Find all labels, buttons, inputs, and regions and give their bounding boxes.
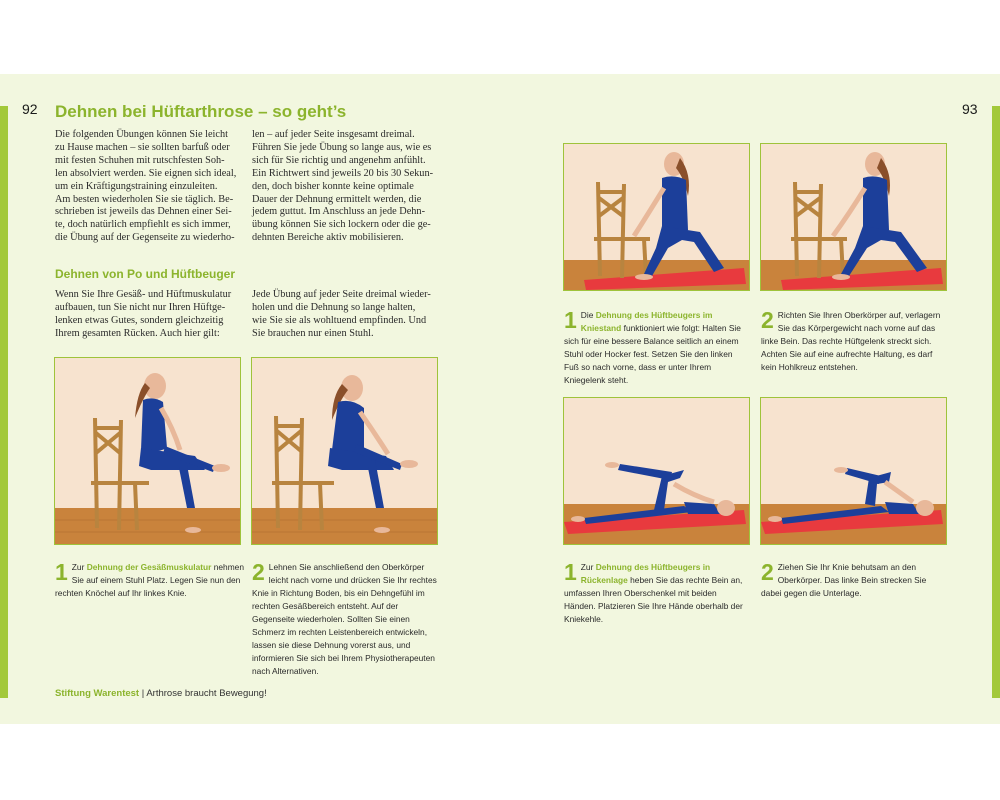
- step-number: 1: [55, 559, 68, 585]
- sub-column-1: Wenn Sie Ihre Gesäß- und Hüftmuskulatur aufbauen, tun Sie nicht nur Ihren Hüftge- lenken etwas Gutes, sondern gleichzeitig Ihrem gesamten Rücken. Auch hier gilt:: [55, 289, 232, 339]
- footer: [55, 688, 267, 699]
- caption-highlight: Dehnung des Hüftbeugers im Kniestand: [580, 310, 713, 333]
- photo-seated-stretch-1: [54, 357, 241, 545]
- footer-brand: Stiftung Warentest: [55, 688, 140, 699]
- caption-a2: 2 Lehnen Sie anschließend den Oberkörper leicht nach vorne und drücken Sie Ihr rechtes Knie in Richtung Boden, bis ein Dehngefühl im rechten Gesäßbereich entsteht. Auf der Gegenseite wiederholen. Sollten Sie einen Schmerz im rechten Leistenbereich entwickeln, lassen sie diese Dehnung vorerst aus, und informieren Sie sich bei Ihrem Physiotherapeuten nach Alternativen.: [252, 559, 437, 676]
- subheading: Dehnen von Po und Hüftbeuger: [55, 267, 235, 281]
- photo-supine-stretch-1: [563, 397, 750, 545]
- page-number-left: 92: [22, 101, 38, 117]
- sub-column-2: Jede Übung auf jeder Seite dreimal wieder- holen und die Dehnung so lange halten, wie Sie sie als wohltuend empfinden. Und Sie brauchen nur einen Stuhl.: [252, 289, 431, 339]
- intro-column-2: len – auf jeder Seite insgesamt dreimal. Führen Sie jede Übung so lange aus, wie es sich für Sie richtig und angenehm anfühlt. Ein Richtwert sind jeweils 20 bis 30 Sekun- den, doch bisher konnte keine optimale Dauer der Dehnung ermittelt werden, die jedem guttut. Im Anschluss an jede Dehn- übung können Sie sich lockern oder die ge- dehnten Bereiche aktiv mobilisieren.: [252, 129, 434, 244]
- page-edge-right: [992, 106, 1000, 698]
- step-number: 2: [761, 307, 774, 333]
- photo-seated-stretch-2: [251, 357, 438, 545]
- footer-separator: |: [139, 688, 147, 699]
- photo-kneeling-stretch-1: [563, 143, 750, 291]
- step-number: 1: [564, 307, 577, 333]
- step-number: 1: [564, 559, 577, 585]
- page-edge-left: [0, 106, 8, 698]
- step-number: 2: [252, 559, 265, 585]
- caption-highlight: Dehnung der Gesäßmuskulatur: [86, 562, 212, 572]
- page-title: Dehnen bei Hüftarthrose – so geht’s: [55, 102, 347, 121]
- caption-b2: 2 Richten Sie Ihren Oberkörper auf, verlagern Sie das Körpergewicht nach vorne auf das linke Bein. Das rechte Hüftgelenk streckt sich. Achten Sie auf eine aufrechte Haltung, es darf kein Hohlkreuz entstehen.: [761, 307, 941, 372]
- caption-c2: 2 Ziehen Sie Ihr Knie behutsam an den Oberkörper. Das linke Bein strecken Sie dabei gegen die Unterlage.: [761, 559, 927, 598]
- footer-text: Arthrose braucht Bewegung!: [146, 688, 267, 699]
- intro-column-1: Die folgenden Übungen können Sie leicht zu Hause machen – sie sollten barfuß oder mit festen Schuhen mit rutschfesten Soh- len absolviert werden. Sie eignen sich ideal, um ein Kräftigungstraining einzuleiten. Am besten wiederholen Sie sie täglich. Be- schrieben ist jeweils das Dehnen einer Sei- te, doch natürlich empfiehlt es sich immer, die Übung auf der Gegenseite zu wiederho-: [55, 129, 237, 244]
- caption-a1: 1 Zur Dehnung der Gesäßmuskulatur nehmen Sie auf einem Stuhl Platz. Legen Sie nun den rechten Knöchel auf Ihr linkes Knie.: [55, 559, 244, 598]
- step-number: 2: [761, 559, 774, 585]
- page-number-right: 93: [962, 101, 978, 117]
- caption-highlight: Dehnung des Hüftbeugers in Rückenlage: [580, 562, 711, 585]
- photo-kneeling-stretch-2: [760, 143, 947, 291]
- caption-b1: 1 Die Dehnung des Hüftbeugers im Kniestand funktioniert wie folgt: Halten Sie sich für eine bessere Balance seitlich an einem Stuhl oder Hocker fest. Setzen Sie den linken Fuß so nach vorne, dass er unter Ihrem Kniegelenk steht.: [564, 307, 741, 385]
- caption-c1: 1 Zur Dehnung des Hüftbeugers in Rückenlage heben Sie das rechte Bein an, umfassen Ihren Oberschenkel mit beiden Händen. Platzieren Sie Ihre Hände oberhalb der Kniekehle.: [564, 559, 743, 624]
- photo-supine-stretch-2: [760, 397, 947, 545]
